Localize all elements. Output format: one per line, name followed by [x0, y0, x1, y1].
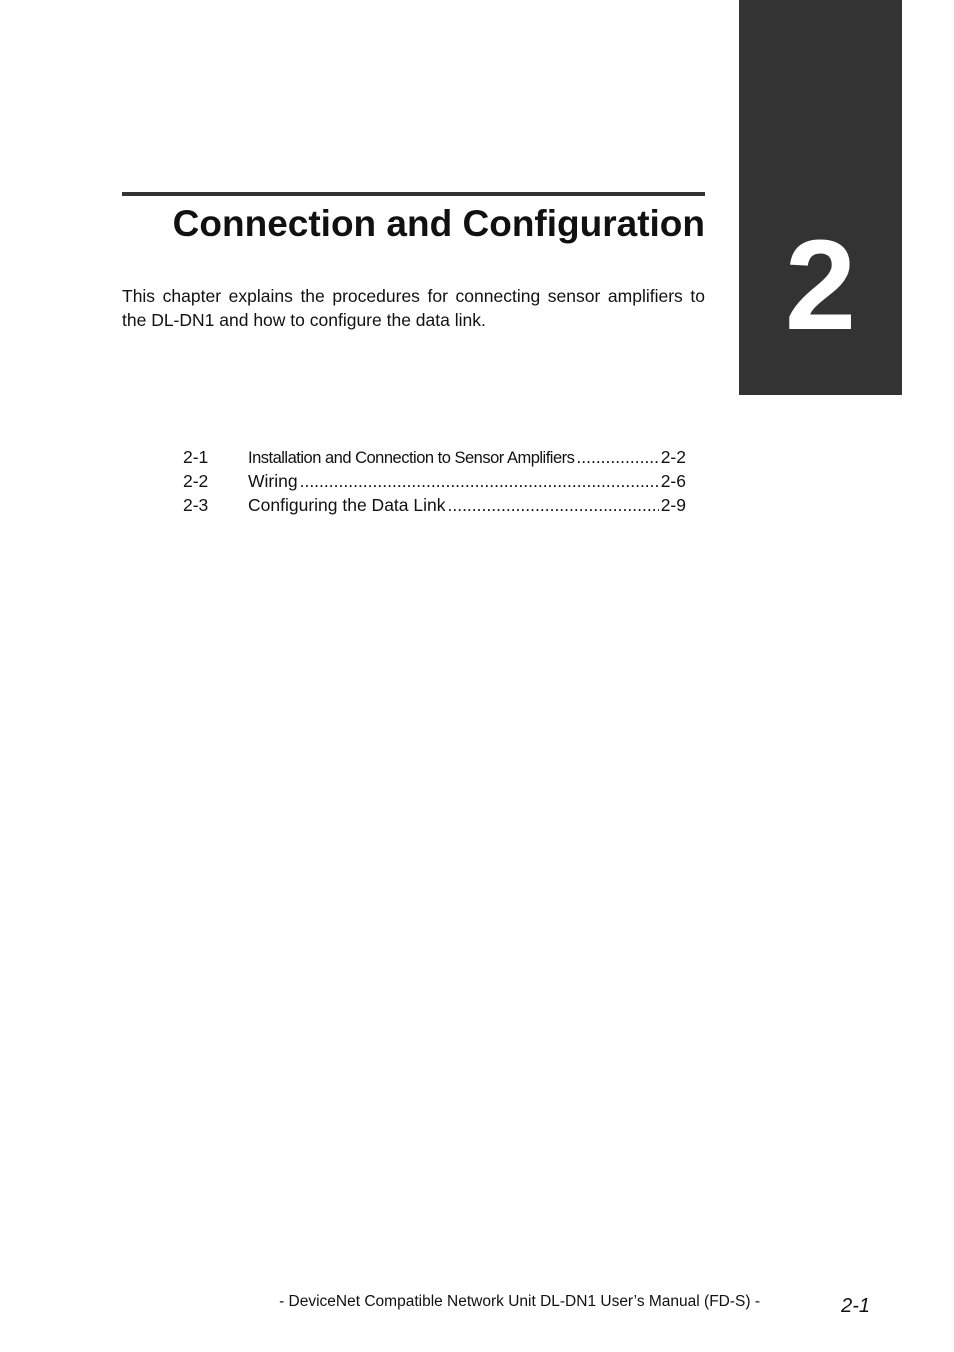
table-of-contents	[183, 445, 686, 517]
footer-manual-title: - DeviceNet Compatible Network Unit DL-DN1 User’s Manual (FD-S) -	[279, 1293, 760, 1310]
chapter-title: Connection and Configuration	[172, 203, 705, 244]
toc-entry-2-2[interactable]	[183, 469, 686, 493]
title-rule	[122, 192, 705, 196]
page-number: 2-1	[841, 1295, 870, 1317]
toc-leader-dots	[300, 469, 659, 493]
toc-entry-title: Wiring	[248, 471, 298, 491]
toc-leader-dots	[576, 445, 658, 469]
chapter-intro: This chapter explains the procedures for connecting sensor amplifiers to the DL-DN1 and how to configure the data link.	[122, 286, 705, 330]
chapter-number: 2	[784, 214, 857, 357]
toc-entry-number: 2-1	[183, 447, 209, 467]
toc-entry-number: 2-2	[183, 471, 209, 491]
chapter-tab	[739, 0, 902, 395]
toc-entry-title: Installation and Connection to Sensor Amplifiers	[248, 449, 575, 467]
toc-entry-title: Configuring the Data Link	[248, 495, 446, 515]
toc-entry-page: 2-6	[660, 471, 686, 491]
toc-entry-page: 2-2	[660, 447, 686, 467]
toc-entry-2-1[interactable]	[183, 445, 686, 469]
toc-entry-2-3[interactable]	[183, 493, 686, 517]
toc-entry-page: 2-9	[660, 495, 686, 515]
toc-leader-dots	[447, 493, 658, 517]
toc-entry-number: 2-3	[183, 495, 209, 515]
